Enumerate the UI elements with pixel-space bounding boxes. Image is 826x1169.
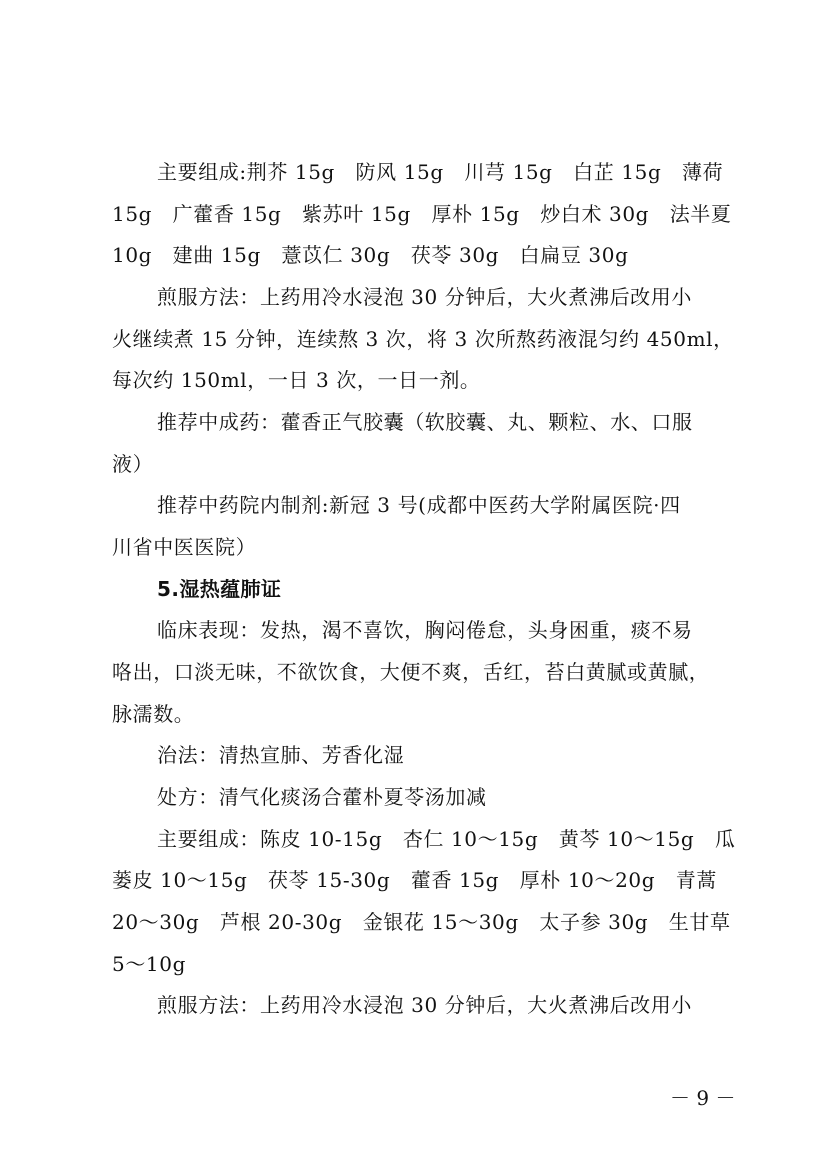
hospital-preparation-line-1: 推荐中药院内制剂:新冠 3 号(成都中医药大学附属医院·四 (157, 493, 681, 517)
section-heading: 5.湿热蕴肺证 (157, 577, 282, 601)
ingredients-line-2: 15g 广藿香 15g 紫苏叶 15g 厚朴 15g 炒白术 30g 法半夏 (112, 202, 732, 226)
treatment-method-line: 治法：清热宣肺、芳香化湿 (157, 743, 405, 767)
ingredients-2-line-4: 5～10g (112, 952, 186, 976)
ingredients-2-line-3: 20～30g 芦根 20-30g 金银花 15～30g 太子参 30g 生甘草 (112, 910, 731, 934)
decoction-method-line-2: 火继续煮 15 分钟，连续熬 3 次，将 3 次所熬药液混匀约 450ml， (112, 327, 734, 351)
decoction-method-2-line-1: 煎服方法：上药用冷水浸泡 30 分钟后，大火煮沸后改用小 (157, 993, 692, 1017)
prescription-line: 处方：清气化痰汤合藿朴夏苓汤加减 (157, 785, 487, 809)
hospital-preparation-line-2: 川省中医医院） (112, 535, 257, 559)
clinical-manifestation-line-1: 临床表现：发热，渴不喜饮，胸闷倦怠，头身困重，痰不易 (157, 618, 693, 642)
recommended-patent-medicine-line-2: 液） (112, 452, 154, 476)
ingredients-2-line-2: 蒌皮 10～15g 茯苓 15-30g 藿香 15g 厚朴 10～20g 青蒿 (112, 868, 717, 892)
ingredients-2-line-1: 主要组成：陈皮 10-15g 杏仁 10～15g 黄芩 10～15g 瓜 (157, 827, 736, 851)
page-number: － 9 － (670, 1086, 736, 1110)
clinical-manifestation-line-2: 咯出，口淡无味，不欲饮食，大便不爽，舌红，苔白黄腻或黄腻， (112, 660, 710, 684)
ingredients-line-1: 主要组成:荆芥 15g 防风 15g 川芎 15g 白芷 15g 薄荷 (157, 160, 724, 184)
decoction-method-line-1: 煎服方法：上药用冷水浸泡 30 分钟后，大火煮沸后改用小 (157, 285, 692, 309)
ingredients-line-3: 10g 建曲 15g 薏苡仁 30g 茯苓 30g 白扁豆 30g (112, 243, 629, 267)
decoction-method-line-3: 每次约 150ml，一日 3 次，一日一剂。 (112, 368, 481, 392)
recommended-patent-medicine-line-1: 推荐中成药：藿香正气胶囊（软胶囊、丸、颗粒、水、口服 (157, 410, 693, 434)
clinical-manifestation-line-3: 脉濡数。 (112, 702, 195, 726)
